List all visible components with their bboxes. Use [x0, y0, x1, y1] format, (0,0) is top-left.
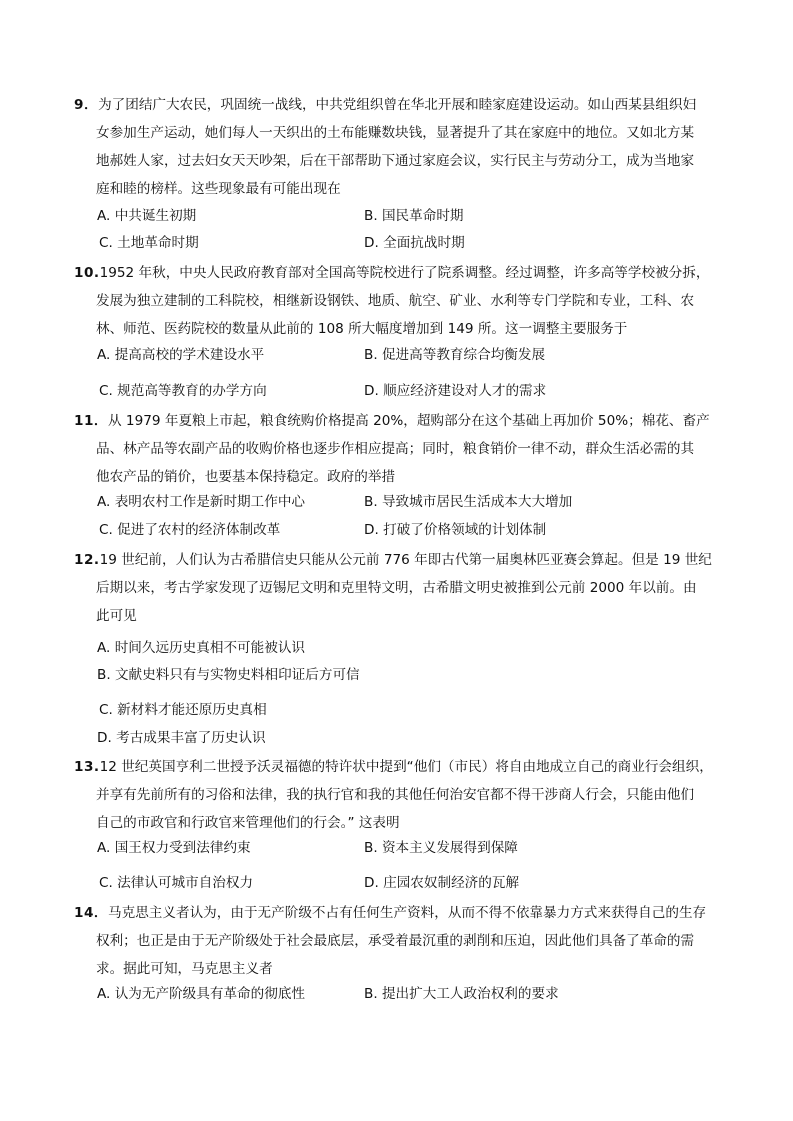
- option-b: B. 国民革命时期: [364, 208, 464, 224]
- stem-line: 品、林产品等农副产品的收购价格也逐步作相应提高；同时，粮食销价一律不动，群众生活必需的其: [96, 441, 695, 457]
- question-stem: [74, 259, 724, 343]
- question-stem: [74, 407, 724, 491]
- question-stem: [74, 91, 724, 203]
- option-c: C. 促进了农村的经济体制改革: [99, 522, 281, 538]
- stem-line: 为了团结广大农民，巩固统一战线，中共党组织曾在华北开展和睦家庭建设运动。如山西某县组织妇: [98, 97, 697, 113]
- question-number: 14．: [74, 905, 109, 921]
- option-c: C. 新材料才能还原历史真相: [99, 702, 267, 718]
- option-d: D. 全面抗战时期: [364, 235, 465, 251]
- stem-line: 发展为独立建制的工科院校，相继新设钢铁、地质、航空、矿业、水利等专门学院和专业，工科、农: [96, 293, 695, 309]
- question-10: [74, 259, 724, 343]
- option-c: C. 法律认可城市自治权力: [99, 875, 254, 891]
- question-12: [74, 546, 724, 630]
- option-b: B. 导致城市居民生活成本大大增加: [364, 494, 573, 510]
- option-a: A. 认为无产阶级具有革命的彻底性: [97, 986, 306, 1002]
- stem-line: 19 世纪前，人们认为古希腊信史只能从公元前 776 年即古代第一届奥林匹亚赛会算起。但是 19 世纪: [99, 552, 712, 568]
- question-number: 12.: [74, 552, 100, 568]
- option-b: B. 资本主义发展得到保障: [364, 840, 518, 856]
- option-d: D. 庄园农奴制经济的瓦解: [364, 875, 520, 891]
- stem-line: 马克思主义者认为，由于无产阶级不占有任何生产资料，从而不得不依靠暴力方式来获得自己的生存: [108, 905, 707, 921]
- stem-line: 从 1979 年夏粮上市起，粮食统购价格提高 20%，超购部分在这个基础上再加价 50%；棉花、畜产: [108, 413, 710, 429]
- option-c: C. 土地革命时期: [99, 235, 199, 251]
- question-9: [74, 91, 724, 203]
- question-stem: [74, 899, 724, 983]
- question-number: 9．: [74, 97, 99, 113]
- question-stem: [74, 753, 724, 837]
- option-d: D. 考古成果丰富了历史认识: [97, 730, 266, 746]
- stem-line: 权利；也正是由于无产阶级处于社会最底层，承受着最沉重的剥削和压迫，因此他们具备了革命的需: [96, 933, 695, 949]
- option-b: B. 提出扩大工人政治权利的要求: [364, 986, 559, 1002]
- stem-line: 他农产品的销价，也要基本保持稳定。政府的举措: [96, 469, 396, 485]
- option-b: B. 文献史料只有与实物史料相印证后方可信: [97, 667, 360, 683]
- stem-line: 后期以来，考古学家发现了迈锡尼文明和克里特文明，古希腊文明史被推到公元前 2000 年以前。由: [96, 580, 697, 596]
- stem-line: 1952 年秋，中央人民政府教育部对全国高等院校进行了院系调整。经过调整，许多高等学校被分拆，: [99, 265, 710, 281]
- question-number: 10.: [74, 265, 100, 281]
- option-c: C. 规范高等教育的办学方向: [99, 383, 267, 399]
- option-a: A. 国王权力受到法律约束: [97, 840, 251, 856]
- option-a: A. 提高高校的学术建设水平: [97, 347, 265, 363]
- question-11: [74, 407, 724, 491]
- question-13: [74, 753, 724, 837]
- option-d: D. 打破了价格领域的计划体制: [364, 522, 547, 538]
- stem-line: 此可见: [96, 608, 137, 624]
- option-a: A. 时间久远历史真相不可能被认识: [97, 640, 306, 656]
- stem-line: 自己的市政官和行政官来管理他们的行会。” 这表明: [96, 815, 400, 831]
- question-number: 11．: [74, 413, 109, 429]
- question-number: 13.: [74, 759, 100, 775]
- stem-line: 女参加生产运动，她们每人一天织出的土布能赚数块钱，显著提升了其在家庭中的地位。又如北方某: [96, 125, 695, 141]
- question-stem: [74, 546, 724, 630]
- option-d: D. 顺应经济建设对人才的需求: [364, 383, 547, 399]
- stem-line: 并享有先前所有的习俗和法律，我的执行官和我的其他任何治安官都不得干涉商人行会，只能由他们: [96, 787, 695, 803]
- stem-line: 地郝姓人家，过去妇女天天吵架，后在干部帮助下通过家庭会议，实行民主与劳动分工，成为当地家: [96, 153, 695, 169]
- stem-line: 庭和睦的榜样。这些现象最有可能出现在: [96, 181, 341, 197]
- stem-line: 12 世纪英国亨利二世授予沃灵福德的特许状中提到“他们（市民）将自由地成立自己的商业行会组织，: [99, 759, 713, 775]
- stem-line: 求。据此可知，马克思主义者: [96, 961, 273, 977]
- option-b: B. 促进高等教育综合均衡发展: [364, 347, 546, 363]
- option-a: A. 中共诞生初期: [97, 208, 197, 224]
- option-a: A. 表明农村工作是新时期工作中心: [97, 494, 306, 510]
- question-14: [74, 899, 724, 983]
- stem-line: 林、师范、医药院校的数量从此前的 108 所大幅度增加到 149 所。这一调整主要服务于: [96, 321, 628, 337]
